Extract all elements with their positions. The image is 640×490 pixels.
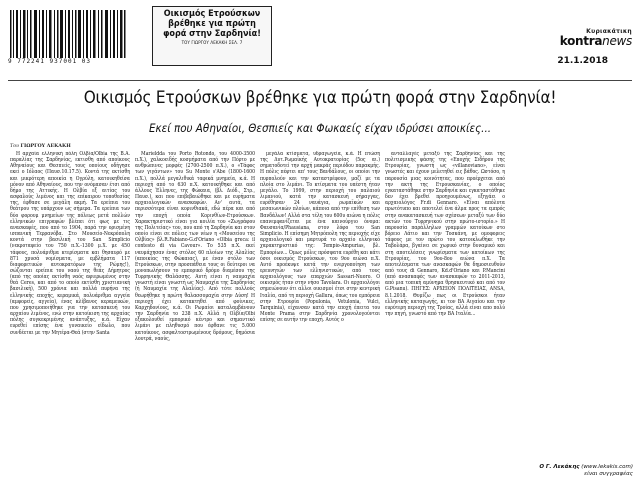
masthead-title-light: news xyxy=(602,34,632,48)
front-page-teaser xyxy=(152,6,272,66)
article-subhead: Εκεί που Αθηναίοι, Θεσπιείς και Φωκαείς είχαν ιδρύσει αποικίες... xyxy=(148,121,492,135)
article-column-3 xyxy=(260,151,380,481)
barcode-graphic xyxy=(8,10,128,58)
masthead-title-bold: kontra xyxy=(559,34,603,48)
article-column-4 xyxy=(385,151,505,431)
top-strip xyxy=(0,0,640,80)
byline-name: ΓΙΩΡΓΟΥ ΛΕΚΑΚΗ xyxy=(20,143,71,149)
byline-prefix: Του xyxy=(10,144,20,149)
column-text: μεγάλα κτίσματα, υδραγωγεία, κ.ά. Η πτώση της Δυτ.Ρωμαϊκής Αυτοκρατορίας (5ος αι.) σηματοδοτεί την αρχή μακράς περιόδου παρακμής. Η πόλις πέφτει απ' τους Βανδάλους, οι οποίοι την πυρπολούν και την καταστρέφουν, μαζί με τα πλοία στο λιμάνι. Το κτίσματα του υπέστη ήταν μεγάλο. Το 1999, στην περιοχή του παλαιού λιμανιού, κατά την κατασκευή σήραγγας, ευρέθησαν 24 ναυάγια, ρωμαϊκών και μεσαιωνικών πλοίων, κάποια από την επίθεση των Βανδάλων! Αλλά στα τέλη του 600υ αιώνα η πόλις επανεμφανίζεται με ένα καινούργιο όνομα: Φαυσανία/Phausiana, στον λόφο του San Simplicio. Η επίσημη Μητρόπολη της περιοχής είχε αρχαιολογικό και μαρτυρά το αρχαίο ελληνικό χαρακτηριστικό της: Tempio-Ampurias, βλ. Εμπορίων... Όμως μόλις πρόσφατα ευρέθη και κάτι όσοι οικισμός Ετρούσκων, του 9ου αιώνα π.Χ. Αυτό προέκυψε κατά την ενεργοποίηση των ερευνητών των ελληνιστικών, από τους αρχαιολόγους των επαρχιών Sassari-Nuoro. Ο οικισμός ήταν στην νήσο Tavolara. Οι αρχαιολόγοι σημειώνουν ότι αλλοι οικισμοί έτσι στην κεντρική Ιταλία, από τη περιοχή Gallura, όπως του εμπόρεια στην Ετρουρία (Populonia, Vetulonia, Vulci, Tarquinia), είχανσαν κατά την εποχή έπειτα του Monte Prama στην Σαρδηνία χρονολογούνται επίσης σε αυτήν την εποχή. Αυτός ο xyxy=(260,151,380,324)
author-signature xyxy=(513,464,633,478)
newspaper-masthead xyxy=(522,28,632,47)
article-headline: Οικισμός Ετρούσκων βρέθηκε για πρώτη φορά στην Σαρδηνία! xyxy=(83,88,557,108)
issue-date: 21.1.2018 xyxy=(557,56,608,66)
column-text: Marieldda του Porto Rotondo, του 4000-3500 π.Χ.), χαλκοειδής κοσμήματα από την Πόρτο με ανθρώπινες μορφές (2700-2500 π.Χ.), ο «Τάφος των γιγάντων» του Su Monte s'Abe (1800-1600 π.Χ.), πολλά μεγαλιθικά ταφικά μνημεία, κ.ά. Η περιοχή από το 630 π.Χ. κατοικήθηκε και από άλλους Έλληνες, της Φώκαια, (βλ. Διόδ., Στρ., Παυσ.), και που επιβεβαιώθηκε και με ευρήματα αρχαιολογικών ανασκαφών. Αν' αυτά, τα περισσότερα είναι κορινθιακά, εδώ πέρα και από την εποχή οποία Κορινθίων-Ετρούσκων. Χαρακτηριστικό είναι για κοιλία του «Ζωγράφου της Πολιτείας» του, που από τη Σαρδηνία και στον οποίο είναι σε πόλεις των νέων η «Μουσείου της Ολβίας» βλ.R.Fabiano-G.d'Oriano «Olbia greca: il contesto di via Cavour». Το 535 π.Χ. εκεί ναυμάχησαν ένας στόλος 60 πλοίων της Αλαλίας (αποικίας της Φώκαιας), με έναν στόλο των Ετρούσκων, στην προσπάθεια τους οι δεύτεροι να μονοπωλήσουν το εμπορικό δρόμο διαμέσου της Τυρρηνικής Θαλάσσης. Αυτή είναι η ναυμαχία γνωστή είναι γνωστή ως Ναυμαχία της Σαρδηνίας (ή Ναυμαχία της Αλαλίας). Από τότε πολλούς θεωρήθηκε η πρώτη θαλασσομαχία στην Δύση! Η περιοχή έχει κατακτηθεί από φοίνικες, Καρχηδονίους, κ.ά. Οι Ρωμαίοι καταλαμβάνουν την Σαρδηνία το 238 π.Χ. Αλλά η Ολβία/Olbi εξακολουθεί εμπορικό κέντρο και σημαντικό λιμάνι με πληθυσμό που έφθανε τις 5.000 κατοίκους, ασφαλτοστρωμένους δρόμους, δημόσια λουτρά, ναούς, xyxy=(135,151,255,342)
barcode-number: 9 772241 937001 03 xyxy=(8,58,92,65)
header-rule xyxy=(8,80,632,81)
teaser-headline: Οικισμός Ετρούσκων βρέθηκε για πρώτη φορά στην Σαρδηνία! xyxy=(163,9,261,39)
teaser-page-ref: ΤΟΥ ΓΙΩΡΓΟΥ ΛΕΚΑΚΗ ΣΕΛ. 7 xyxy=(181,41,243,46)
column-text: Η αρχαία ελληνική πόλη Ολβία/Olbia της Β.Α. παραλίας της Σαρδηνίας, εκτισθη από αποίκους Αθηναίους και Θεσπιείς, τους οποίους οδήγησε εκεί ο Ιόλαος (Παυσ.10.17.5). Κοντά της εκτίσθη και μικρότερη αποικία η Ογρύλη, κατοικηθείσα μόνον από Αθηναίους, που την ονόμασαν έτσι από δήμο της Αττικής. Η Ολβία εξ αιτίας του ασφαλούς λιμένος και της επίκαιρου τοποθεσίας της, έφθασε σε μεγάλη ακμή. Τα ερείπια του θεάτρου της υπάρχουν ως σήμερα. Τα ερείπια των δύο φορουμ μνημείων της πόλεως μετά πολλών ελληνικών επιγραφών βλέπει ότι φως με τις ανασκαφές, που από το 1904, παρά την ορισμένη ισπανική Τερρανόβα. Στο Μουσείο-Νεκρόπολη κοντά στην βασιλική του San Simplicio (νεκροταφείο του 750 π.Χ.-1300 μ.Χ. με 450 τάφους, πολυάριθμα κτερίσματα και θησαυρό με 871 χρυσά νομίσματα, με εμβλήματα 117 διαφορετικών αυτοκρατόρων της Ρώμης!), σώζονται ερείπια του ναού της θεάς Δήμητρος (από της οποίας εκτίσθη ναός αφιερωμένος στην θεά Ceres, και από το οποίο εκτίσθη χριστιανική βασιλική), 500 χρόνια και πολλά πυρήνα της ελληνικής εποχής, κεραμικά, πολυάριθμα αγγεία (αμφορείς, αγγεία), ένας κλίβανος κεραμεικών, που χρησιμοποιήθηκε για την κατασκευή του αρχαίου λιμένος, ενώ στην κατοίκιση της αρχαίας πόλης συγκεκριμένης ανάπτυξης, κ.ά. Είχαν ευρεθεί επίσης ένα γυναικείο είδωλο, που συνδέεται με την Μητέρα-Θεά (στην Santa xyxy=(10,151,130,336)
masthead-kicker: Κυριακάτικη xyxy=(586,28,632,35)
masthead-logo xyxy=(522,35,632,47)
article-column-1 xyxy=(10,151,130,481)
signature-role: είναι συγγραφέας xyxy=(584,471,633,477)
article-column-2 xyxy=(135,151,255,481)
column-text: ανταλλαγές μεταξύ της Σαρδηνίας και της πολιτισμικής φάσης της «Εποχής Σιδήρου της Ετρουρίας, γνωστή ως «villanoviano», είναι γνωστές και έχουν μελετηθεί εις βάθος. Ωστόσο, η παρουσία μιας κοινότητας, που προέρχεται από την ακτή της Ετρουσκανίας, ο οποίος εγκαταστάθηκε στην Σαρδηνία και εγκαταστάθηκε δεν έχει βρεθεί προηγουμένως, εξηγάει ο αρχαιολόγος Fr.di Gennaro. «Είναι απόλυτα πρωτότυπο και αποτελεί ένα άλμα προς τα εμπρός στην ανακατασκευή των σχέσεων μεταξύ των δύο ακτών του Τυρρηνικού στην πρώτο-ιστορίο.» Η παρουσία παράλληλων γραμμών κατοίκων στο βόρειο Λάτιο και την Τοσκάνη, με ομοφορεις τάφους με τον πρώτο του κατοικλωθήκε την Ταβολάρα, βγαίνει σε χωρικό στην δυναμικό και στη αποτελέσεις γνωρίσματα των κατοίκων της Ετρουρίας, του 9ου-8ου αιώνα π.Χ. Τα αποτελέσματα των ανασκαφών θα δημοσιευθούν από τους di Gennaro, Kd.d'Oriano και P.Mancini (από ανασκαφές των ανασκαφών το 2011-2013, από μια τοπική αμύνημα θρησκευτικό και από τον G.Pisanu). ΠΗΓΕΣ: ΑΡΧΕΙΟΝ ΠΟΛΙΤΕΙΑΣ, ANSA, 8.1.2018. Θυμίζω πως οι Ετρούσκοι ήταν ελληνικής καταγωγής, κι τον ΒΑ Αιγαίου και την ευρύτερη περιοχή της Τροίας, αλλά είναι απο πολύ την πηγή, γνωστό από την ΒΑ Ιταλία... xyxy=(385,151,505,318)
article-byline xyxy=(10,143,130,149)
signature-site: (www.lekakis.com) xyxy=(581,464,633,470)
signature-name: Ο Γ. Λεκάκης xyxy=(539,464,580,470)
